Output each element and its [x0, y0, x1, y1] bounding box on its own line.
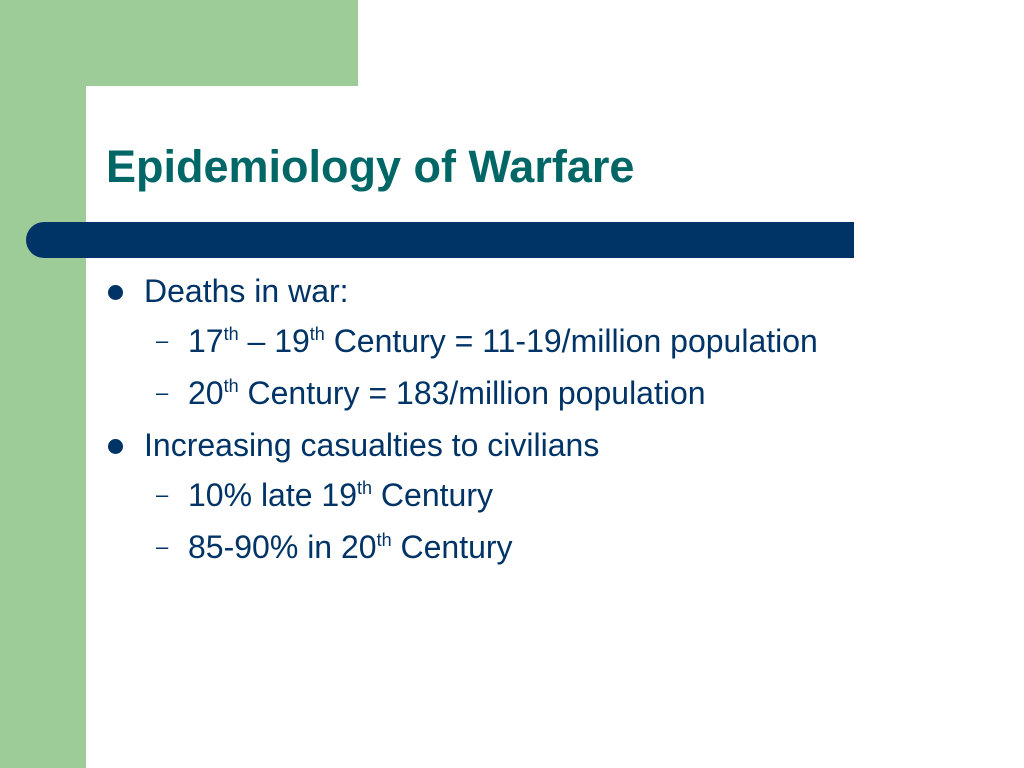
green-side-band [0, 0, 86, 768]
sub-bullet-20th-century-civilians [106, 526, 866, 568]
bullet-text: Deaths in war: [144, 273, 349, 309]
slide-title: Epidemiology of Warfare [106, 141, 635, 192]
superscript: th [357, 478, 373, 498]
dash-icon: – [156, 380, 169, 405]
sub-bullet-text: – 19 [238, 323, 310, 359]
dash-icon: – [156, 482, 169, 507]
sub-bullet-20th-century [106, 372, 866, 414]
sub-bullet-text: Century [391, 529, 513, 565]
bullet-text: Increasing casualties to civilians [144, 427, 600, 463]
sub-bullet-text: Century = 183/million population [238, 375, 706, 411]
bullet-list [106, 270, 866, 578]
title-underline-bar [26, 222, 854, 258]
sub-bullet-text: Century [372, 477, 493, 513]
sub-bullet-17th-19th-century [106, 320, 866, 362]
sub-bullet-text: 20 [188, 375, 224, 411]
bullet-dot-icon [108, 439, 123, 454]
bullet-deaths-in-war [106, 270, 866, 312]
sub-bullet-late-19th-century [106, 474, 866, 516]
bullet-increasing-casualties [106, 424, 866, 466]
superscript: th [223, 324, 239, 344]
dash-icon: – [156, 534, 169, 559]
sub-bullet-text: 10% late 19 [188, 477, 358, 513]
superscript: th [223, 376, 239, 396]
sub-bullet-text: 85-90% in 20 [188, 529, 377, 565]
dash-icon: – [156, 328, 169, 353]
sub-bullet-text: 17 [188, 323, 224, 359]
bullet-dot-icon [108, 285, 123, 300]
green-top-block [0, 0, 358, 86]
sub-bullet-text: Century = 11-19/million population [324, 323, 818, 359]
superscript: th [376, 530, 392, 550]
superscript: th [309, 324, 325, 344]
